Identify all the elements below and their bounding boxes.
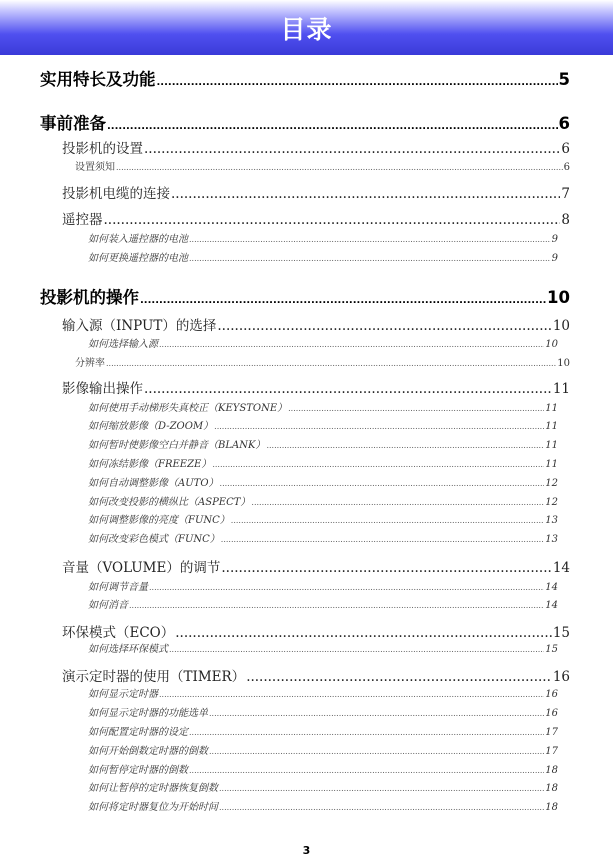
toc-entry[interactable]: [88, 335, 570, 350]
toc-entry-title: 投影机的操作: [40, 288, 139, 307]
toc-entry-title: 影像输出操作: [62, 381, 143, 397]
toc-entry-title: 如何显示定时器: [88, 689, 158, 700]
toc-entry[interactable]: [62, 208, 570, 228]
toc-leader-dots: [175, 625, 552, 641]
toc-leader-dots: [169, 645, 544, 654]
toc-entry[interactable]: [88, 596, 570, 611]
toc-entry-title: 如何调节音量: [88, 582, 148, 593]
toc-entry-page: 14: [545, 582, 558, 593]
toc-entry-title: 如何装入遥控器的电池: [88, 234, 188, 245]
toc-entry[interactable]: [88, 779, 570, 794]
toc-entry-page: 10: [552, 318, 570, 334]
toc-leader-dots: [129, 601, 544, 610]
toc-entry-title: 如何自动调整影像（AUTO）: [88, 478, 219, 489]
toc-leader-dots: [189, 766, 544, 775]
toc-leader-dots: [106, 359, 556, 368]
toc-leader-dots: [221, 560, 551, 576]
toc-entry-page: 8: [561, 212, 570, 228]
toc-leader-dots: [220, 479, 545, 488]
page-number: 3: [302, 844, 311, 857]
toc-entry-page: 17: [545, 727, 558, 738]
toc-entry-title: 投影机电缆的连接: [62, 186, 170, 202]
toc-entry-page: 7: [561, 186, 570, 202]
toc-leader-dots: [116, 163, 563, 172]
toc-entry-page: 18: [545, 783, 558, 794]
toc-entry-page: 6: [558, 114, 570, 133]
toc-entry-title: 如何配置定时器的设定: [88, 727, 188, 738]
toc-leader-dots: [157, 77, 558, 88]
toc-entry[interactable]: [62, 621, 570, 641]
toc-leader-dots: [288, 404, 544, 413]
toc-leader-dots: [159, 340, 544, 349]
toc-entry-page: 18: [545, 765, 558, 776]
toc-leader-dots: [189, 728, 544, 737]
toc-entry[interactable]: [88, 436, 570, 451]
toc-leader-dots: [217, 318, 551, 334]
toc-entry[interactable]: [88, 249, 570, 264]
toc-entry[interactable]: [88, 455, 570, 470]
toc-entry-title: 如何暂时使影像空白并静音（BLANK）: [88, 440, 266, 451]
toc-entry-title: 如何开始倒数定时器的倒数: [88, 746, 208, 757]
toc-entry[interactable]: [88, 685, 570, 700]
toc-entry-title: 如何显示定时器的功能选单: [88, 708, 208, 719]
toc-leader-dots: [189, 254, 551, 263]
toc-entry[interactable]: [88, 704, 570, 719]
toc-entry-title: 如何调整影像的亮度（FUNC）: [88, 515, 230, 526]
toc-entry[interactable]: [88, 742, 570, 757]
toc-entry[interactable]: [40, 110, 570, 134]
toc-entry[interactable]: [75, 158, 570, 173]
toc-entry-page: 12: [545, 497, 558, 508]
toc-entry-title: 设置须知: [75, 162, 115, 173]
toc-entry-title: 如何改变彩色模式（FUNC）: [88, 534, 220, 545]
toc-entry[interactable]: [62, 665, 570, 685]
toc-leader-dots: [266, 441, 544, 450]
toc-entry-title: 如何让暂停的定时器恢复倒数: [88, 783, 218, 794]
toc-entry-title: 演示定时器的使用（TIMER）: [62, 669, 246, 685]
toc-entry-title: 分辨率: [75, 358, 105, 369]
toc-entry[interactable]: [88, 417, 570, 432]
toc-entry-page: 18: [545, 802, 558, 813]
toc-entry-title: 实用特长及功能: [40, 70, 156, 89]
page-title: 目录: [280, 15, 333, 44]
toc-entry-page: 13: [545, 534, 558, 545]
toc-entry-title: 如何更换遥控器的电池: [88, 253, 188, 264]
toc-entry-page: 10: [545, 339, 558, 350]
toc-entry-page: 17: [545, 746, 558, 757]
toc-leader-dots: [107, 121, 558, 132]
toc-entry[interactable]: [88, 640, 570, 655]
toc-leader-dots: [212, 460, 544, 469]
toc-entry-title: 如何缩放影像（D-ZOOM）: [88, 421, 214, 432]
toc-entry-page: 16: [545, 708, 558, 719]
toc-leader-dots: [219, 803, 544, 812]
toc-leader-dots: [144, 381, 552, 397]
toc-entry-page: 11: [545, 459, 558, 470]
toc-entry[interactable]: [88, 723, 570, 738]
toc-leader-dots: [209, 747, 544, 756]
toc-leader-dots: [104, 212, 561, 228]
toc-entry-title: 如何将定时器复位为开始时间: [88, 802, 218, 813]
toc-entry-page: 11: [552, 381, 570, 397]
toc-entry[interactable]: [75, 354, 570, 369]
toc-entry-page: 5: [558, 70, 570, 89]
toc-leader-dots: [219, 784, 544, 793]
toc-entry-page: 16: [552, 669, 570, 685]
toc-entry[interactable]: [62, 556, 570, 576]
toc-leader-dots: [171, 186, 560, 202]
toc-leader-dots: [209, 709, 544, 718]
toc-entry-page: 11: [545, 440, 558, 451]
toc-entry-page: 13: [545, 515, 558, 526]
toc-entry-page: 16: [545, 689, 558, 700]
toc-leader-dots: [246, 669, 552, 685]
toc-entry-page: 15: [552, 625, 570, 641]
toc-leader-dots: [251, 498, 544, 507]
toc-entry[interactable]: [62, 182, 570, 202]
toc-entry-title: 环保模式（ECO）: [62, 625, 175, 641]
toc-entry-page: 15: [545, 644, 558, 655]
toc-entry-page: 12: [545, 478, 558, 489]
toc-entry[interactable]: [88, 578, 570, 593]
toc-entry[interactable]: [88, 530, 570, 545]
toc-entry[interactable]: [88, 230, 570, 245]
toc-entry-page: 11: [545, 421, 558, 432]
toc-entry[interactable]: [88, 474, 570, 489]
toc-entry[interactable]: [40, 284, 570, 308]
toc-entry-title: 遥控器: [62, 212, 103, 228]
toc-entry-title: 投影机的设置: [62, 141, 143, 157]
toc-entry-page: 11: [545, 403, 558, 414]
toc-entry[interactable]: [40, 66, 570, 90]
toc-entry-page: 9: [551, 234, 558, 245]
toc-entry-title: 如何暂停定时器的倒数: [88, 765, 188, 776]
toc-entry[interactable]: [88, 511, 570, 526]
toc-leader-dots: [144, 141, 560, 157]
toc-entry[interactable]: [62, 314, 570, 334]
toc-entry-page: 6: [563, 162, 570, 173]
toc-entry-title: 如何冻结影像（FREEZE）: [88, 459, 212, 470]
toc-entry[interactable]: [88, 761, 570, 776]
toc-entry-title: 输入源（INPUT）的选择: [62, 318, 217, 334]
toc-leader-dots: [140, 295, 546, 306]
toc-entry[interactable]: [62, 137, 570, 157]
toc-entry[interactable]: [88, 798, 570, 813]
toc-leader-dots: [214, 422, 544, 431]
toc-entry[interactable]: [88, 493, 570, 508]
toc-entry-title: 如何选择输入源: [88, 339, 158, 350]
toc-entry-title: 音量（VOLUME）的调节: [62, 560, 221, 576]
toc-entry-page: 14: [552, 560, 570, 576]
toc-entry-page: 6: [561, 141, 570, 157]
toc-leader-dots: [221, 535, 544, 544]
toc-entry-title: 事前准备: [40, 114, 106, 133]
toc-entry-page: 9: [551, 253, 558, 264]
toc-entry-title: 如何选择环保模式: [88, 644, 168, 655]
toc-entry-title: 如何消音: [88, 600, 128, 611]
toc-entry-page: 10: [547, 288, 570, 307]
toc-entry-title: 如何改变投影的横纵比（ASPECT）: [88, 497, 251, 508]
toc-leader-dots: [231, 516, 544, 525]
toc-leader-dots: [159, 690, 544, 699]
toc-entry-page: 10: [557, 358, 570, 369]
toc-entry-title: 如何使用手动梯形失真校正（KEYSTONE）: [88, 403, 288, 414]
toc-entry[interactable]: [62, 377, 570, 397]
toc-leader-dots: [189, 235, 551, 244]
toc-entry[interactable]: [88, 399, 570, 414]
toc-entry-page: 14: [545, 600, 558, 611]
toc-leader-dots: [149, 583, 544, 592]
